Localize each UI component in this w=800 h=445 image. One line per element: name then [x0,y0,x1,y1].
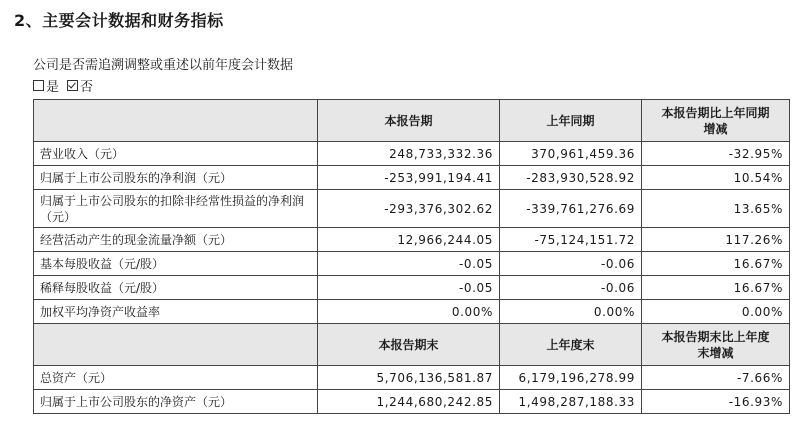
cell-prior: -0.06 [500,276,642,300]
cell-change: 10.54% [642,166,790,190]
table-row [34,166,790,190]
header-prior-period: 上年同期 [500,100,642,142]
cell-current: -0.05 [318,252,500,276]
cell-prior: -283,930,528.92 [500,166,642,190]
cell-prior: -0.06 [500,252,642,276]
table2-header-row [34,324,790,366]
cell-change: 16.67% [642,252,790,276]
row-label: 总资产（元） [34,366,318,390]
table-row [34,276,790,300]
checkbox-yes-icon[interactable] [33,80,44,91]
row-label: 归属于上市公司股东的净资产（元） [34,390,318,414]
table-row [34,300,790,324]
option-yes-label: 是 [46,80,60,95]
table-row [34,366,790,390]
cell-current: -0.05 [318,276,500,300]
header-blank-cell [34,100,318,142]
cell-change: 16.67% [642,276,790,300]
cell-prior: 0.00% [500,300,642,324]
table1-header-row [34,100,790,142]
row-label: 营业收入（元） [34,142,318,166]
restatement-options [33,76,101,95]
table-row [34,252,790,276]
cell-period-end: 5,706,136,581.87 [318,366,500,390]
cell-change: 13.65% [642,190,790,228]
cell-prior-year-end: 6,179,196,278.99 [500,366,642,390]
table-row [34,142,790,166]
header-prior-year-end: 上年度末 [500,324,642,366]
cell-prior-year-end: 1,498,287,188.33 [500,390,642,414]
row-label: 经营活动产生的现金流量净额（元） [34,228,318,252]
header-yoy-change: 本报告期比上年同期增减 [642,100,790,142]
cell-change: -16.93% [642,390,790,414]
cell-change: -32.95% [642,142,790,166]
cell-current: 248,733,332.36 [318,142,500,166]
row-label: 基本每股收益（元/股） [34,252,318,276]
cell-prior: -75,124,151.72 [500,228,642,252]
row-label: 稀释每股收益（元/股） [34,276,318,300]
table-row [34,190,790,228]
table-row [34,228,790,252]
financial-data-table [33,99,790,414]
header-blank-cell [34,324,318,366]
cell-prior: 370,961,459.36 [500,142,642,166]
header-current-period: 本报告期 [318,100,500,142]
cell-change: 0.00% [642,300,790,324]
cell-current: 0.00% [318,300,500,324]
row-label: 加权平均净资产收益率 [34,300,318,324]
cell-current: -253,991,194.41 [318,166,500,190]
restatement-question: 公司是否需追溯调整或重述以前年度会计数据 [33,58,294,73]
section-title: 2、主要会计数据和财务指标 [14,11,224,30]
option-no-label: 否 [80,80,94,95]
checkbox-no-checked-icon[interactable] [67,80,78,91]
table-row [34,390,790,414]
header-period-end: 本报告期末 [318,324,500,366]
cell-change: -7.66% [642,366,790,390]
cell-period-end: 1,244,680,242.85 [318,390,500,414]
cell-current: 12,966,244.05 [318,228,500,252]
cell-prior: -339,761,276.69 [500,190,642,228]
cell-current: -293,376,302.62 [318,190,500,228]
cell-change: 117.26% [642,228,790,252]
row-label: 归属于上市公司股东的扣除非经常性损益的净利润（元） [34,190,318,228]
header-period-end-change: 本报告期末比上年度末增减 [642,324,790,366]
row-label: 归属于上市公司股东的净利润（元） [34,166,318,190]
